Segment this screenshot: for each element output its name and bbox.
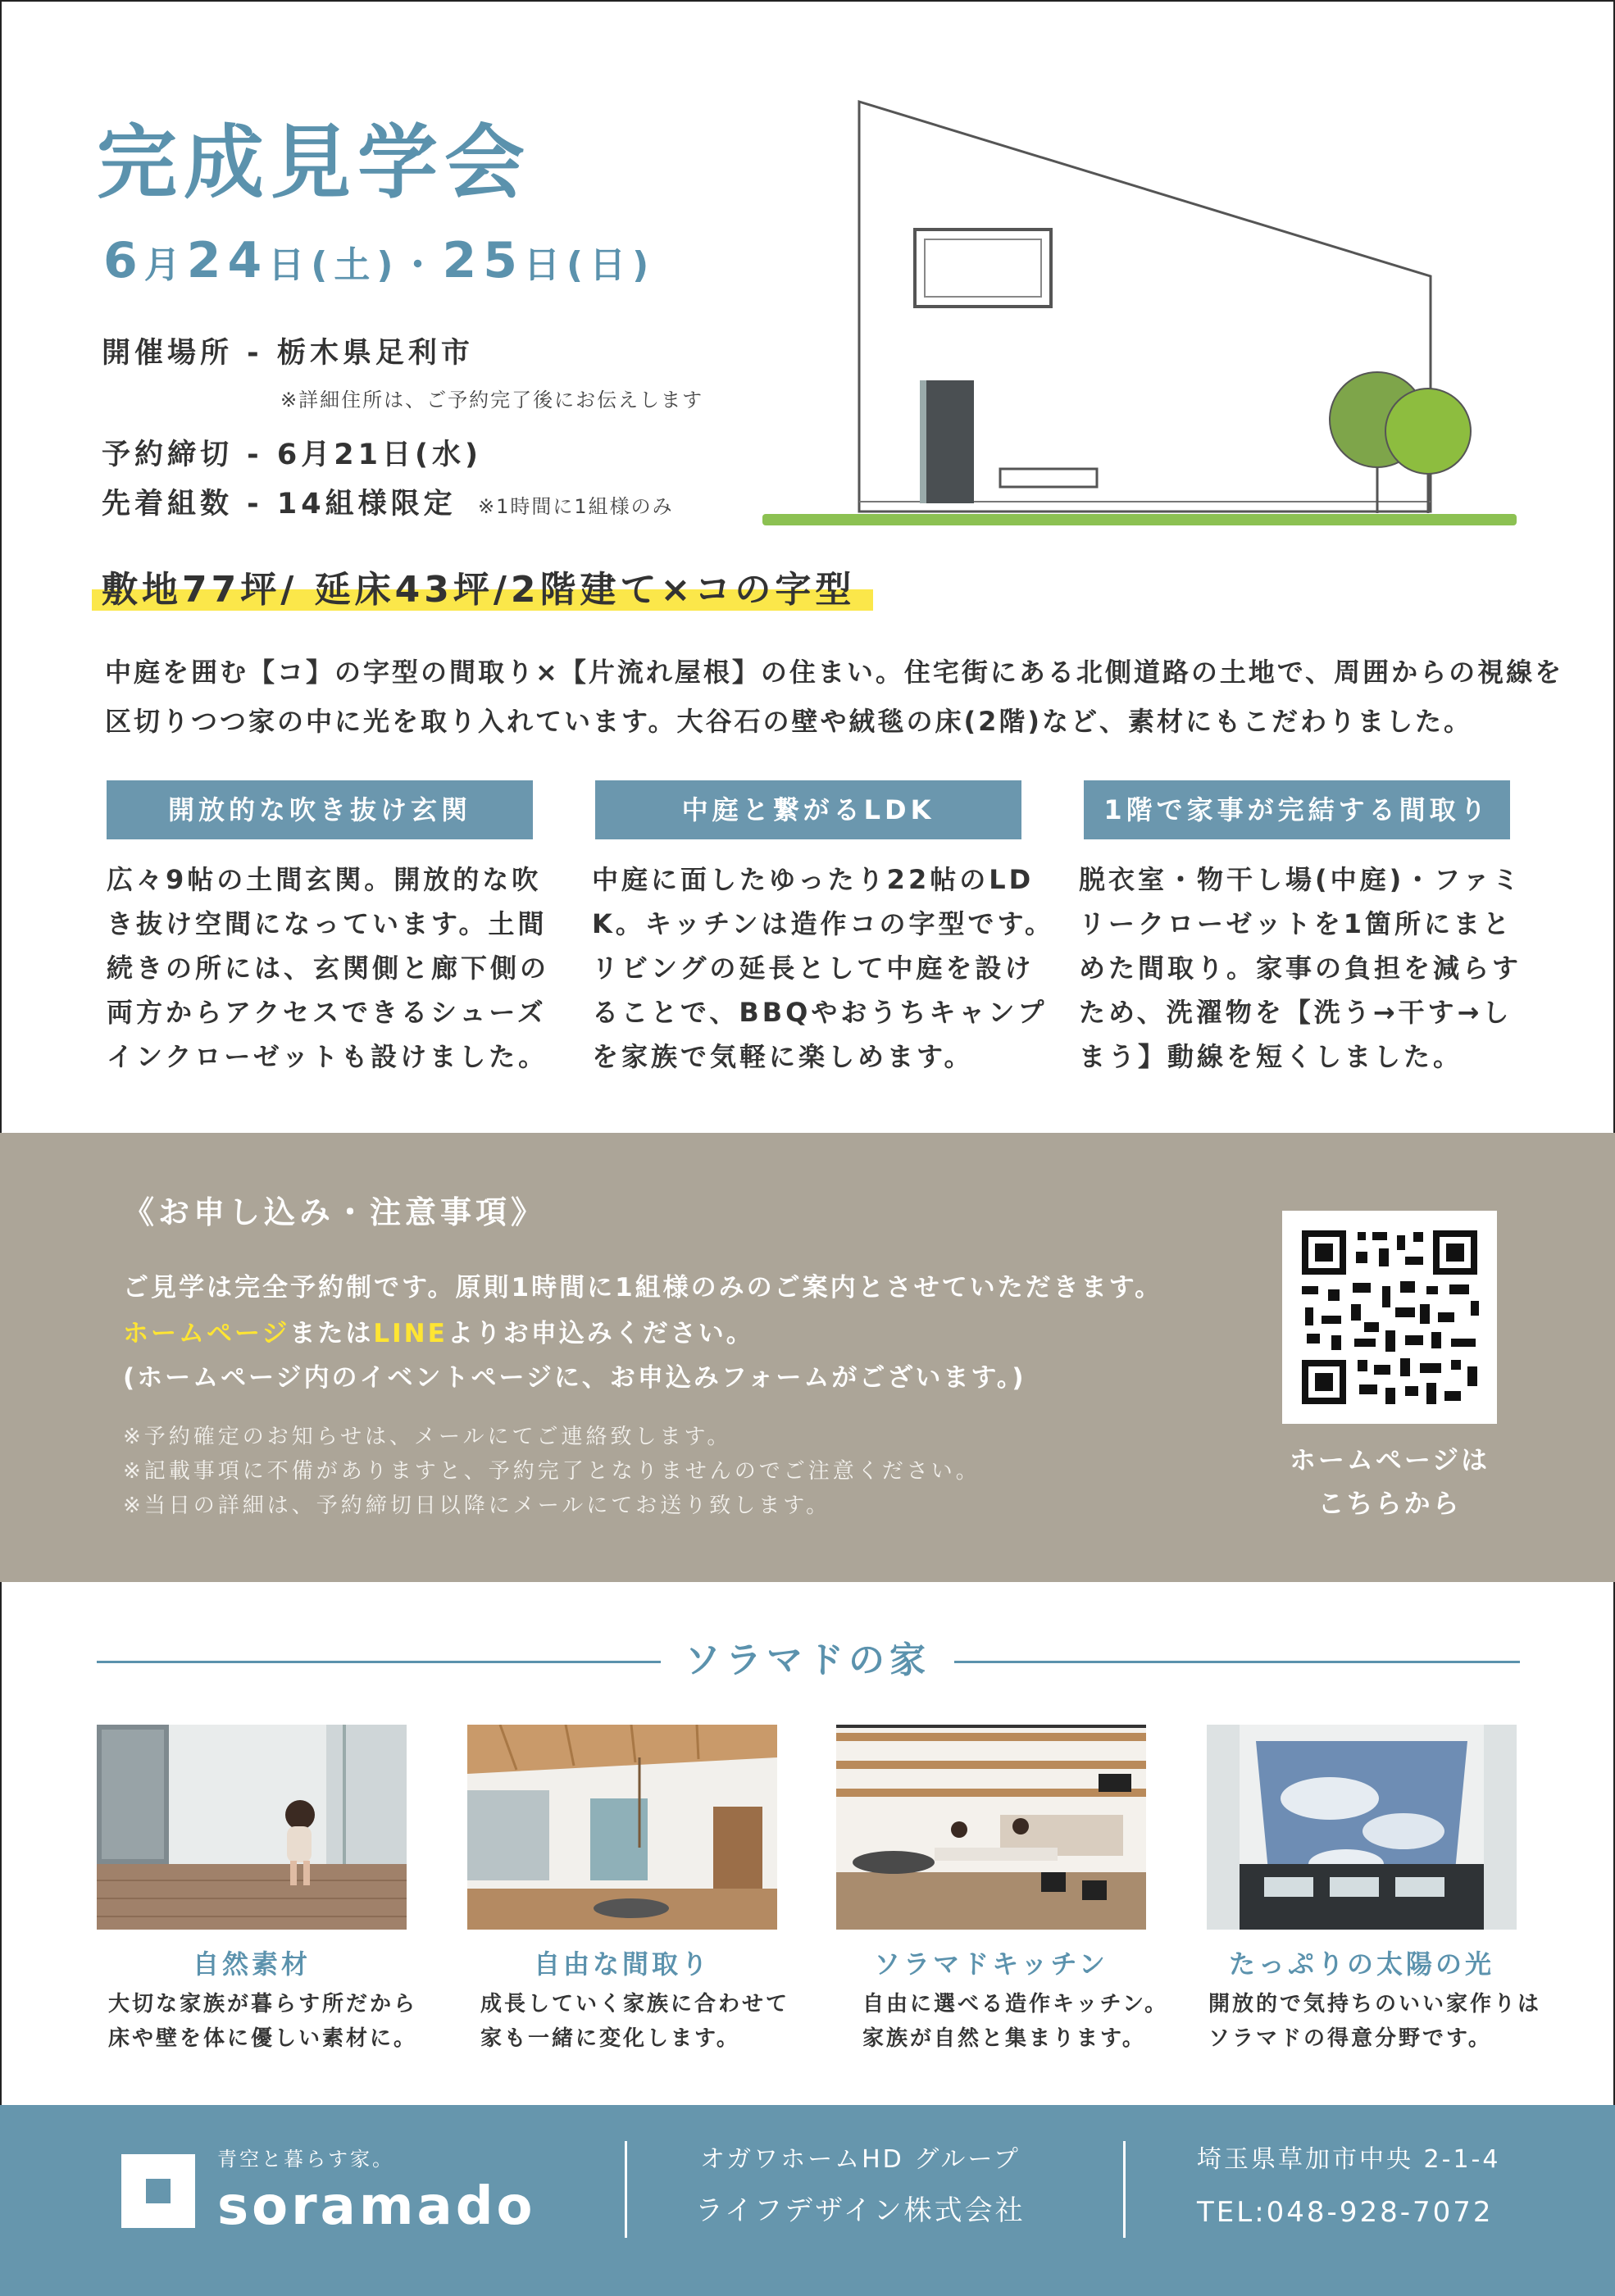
desc-sunlight-2: ソラマドの得意分野です。	[1208, 2026, 1492, 2051]
homepage-link[interactable]: ホームページ	[123, 1319, 290, 1348]
page-title: 完成見学会	[97, 116, 532, 210]
qr-code-graphic	[1282, 1211, 1497, 1424]
venue-note: ※詳細住所は、ご予約完了後にお伝えします	[280, 389, 704, 411]
photo-sunlight	[1207, 1725, 1517, 1930]
homepage-qr-code[interactable]	[1282, 1211, 1497, 1424]
desc-sunlight-1: 開放的で気持ちのいい家作りは	[1208, 1992, 1542, 2016]
caption-free-floor-plan: 自由な間取り	[533, 1948, 711, 1980]
groups-note: ※1時間に1組様のみ	[478, 495, 674, 518]
feature-heading-housework: 1階で家事が完結する間取り	[1084, 780, 1510, 839]
feature-heading-ldk: 中庭と繋がるLDK	[595, 780, 1021, 839]
desc-free-floor-plan-1: 成長していく家族に合わせて	[480, 1992, 790, 2016]
photo-free-floor-plan	[467, 1725, 777, 1930]
application-title: 《お申し込み・注意事項》	[123, 1194, 547, 1230]
line-link[interactable]: LINE	[373, 1319, 448, 1348]
footer-divider-1	[625, 2141, 627, 2238]
desc-natural-materials-2: 床や壁を体に優しい素材に。	[108, 2026, 418, 2051]
qr-caption-line-2: こちらから	[1317, 1488, 1462, 1519]
concept-title: ソラマドの家	[685, 1639, 930, 1681]
qr-caption-line-1: ホームページは	[1289, 1444, 1490, 1475]
brand-tagline: 青空と暮らす家。	[217, 2148, 394, 2171]
event-date: 6月24日(土)・25日(日)	[103, 232, 656, 289]
groups-text: 先着組数 - 14組様限定	[102, 488, 457, 521]
caption-natural-materials: 自然素材	[192, 1948, 311, 1980]
feature-body-ldk: 中庭に面したゆったり22帖のLD K。キッチンは造作コの字型です。 リビングの延長として中庭を設け ることで、BBQやおうちキャンプ を家族で気軽に楽しめます。	[592, 864, 1054, 1072]
feature-body-entrance: 広々9帖の土間玄関。開放的な吹 き抜け空間になっています。土間 続きの所には、玄関側と廊下側の 両方からアクセスできるシューズ インクローゼットも設けました。	[107, 864, 550, 1072]
caption-sunlight: たっぷりの太陽の光	[1228, 1948, 1494, 1980]
notice-3: ※当日の詳細は、予約締切日以降にメールにてお送り致します。	[123, 1494, 831, 1518]
feature-heading-entrance: 開放的な吹き抜け玄関	[107, 780, 533, 839]
footer-divider-2	[1123, 2141, 1126, 2238]
group-name: オガワホームHD グループ	[700, 2145, 1021, 2174]
section-divider-right	[954, 1661, 1520, 1663]
feature-body-housework: 脱衣室・物干し場(中庭)・ファミ リークローゼットを1箇所にまと めた間取り。家事の負担を減らす ため、洗濯物を【洗う→干す→し まう】動線を短くしました。	[1079, 864, 1522, 1072]
brand-name: soramado	[217, 2176, 536, 2237]
deadline-text: 予約締切 - 6月21日(水)	[102, 439, 482, 471]
house-illustration	[762, 92, 1517, 534]
desc-free-floor-plan-2: 家も一緒に変化します。	[480, 2026, 740, 2051]
desc-natural-materials-1: 大切な家族が暮らす所だから	[108, 1992, 418, 2016]
notice-1: ※予約確定のお知らせは、メールにてご連絡致します。	[123, 1425, 732, 1449]
application-line-1: ご見学は完全予約制です。原則1時間に1組様のみのご案内とさせていただきます。	[123, 1273, 1163, 1303]
section-divider-left	[97, 1661, 661, 1663]
notice-2: ※記載事項に不備がありますと、予約完了となりませんのでご注意ください。	[123, 1459, 980, 1484]
desc-kitchen-2: 家族が自然と集まります。	[862, 2026, 1146, 2051]
photo-kitchen	[836, 1725, 1146, 1930]
application-line-3: (ホームページ内のイベントページに、お申込みフォームがございます。)	[123, 1363, 1026, 1393]
soramado-logo-icon	[121, 2154, 195, 2228]
property-summary: 敷地77坪/ 延床43坪/2階建て×コの字型	[92, 566, 873, 615]
photo-natural-materials	[97, 1725, 407, 1930]
venue-text: 開催場所 - 栃木県足利市	[102, 337, 474, 370]
desc-kitchen-1: 自由に選べる造作キッチン。	[862, 1992, 1169, 2016]
company-address: 埼玉県草加市中央 2-1-4	[1197, 2145, 1501, 2174]
application-line-2: ホームページまたはLINEよりお申込みください。	[123, 1319, 754, 1348]
intro-text: 中庭を囲む【コ】の字型の間取り×【片流れ屋根】の住まい。住宅街にある北側道路の土地で、周囲からの視線を 区切りつつ家の中に光を取り入れています。大谷石の壁や絨毯の床(2階)など、素材にもこだわりました。	[105, 657, 1564, 737]
company-name: ライフデザイン株式会社	[695, 2194, 1026, 2227]
company-tel[interactable]: TEL:048-928-7072	[1197, 2196, 1494, 2229]
caption-kitchen: ソラマドキッチン	[874, 1948, 1108, 1980]
